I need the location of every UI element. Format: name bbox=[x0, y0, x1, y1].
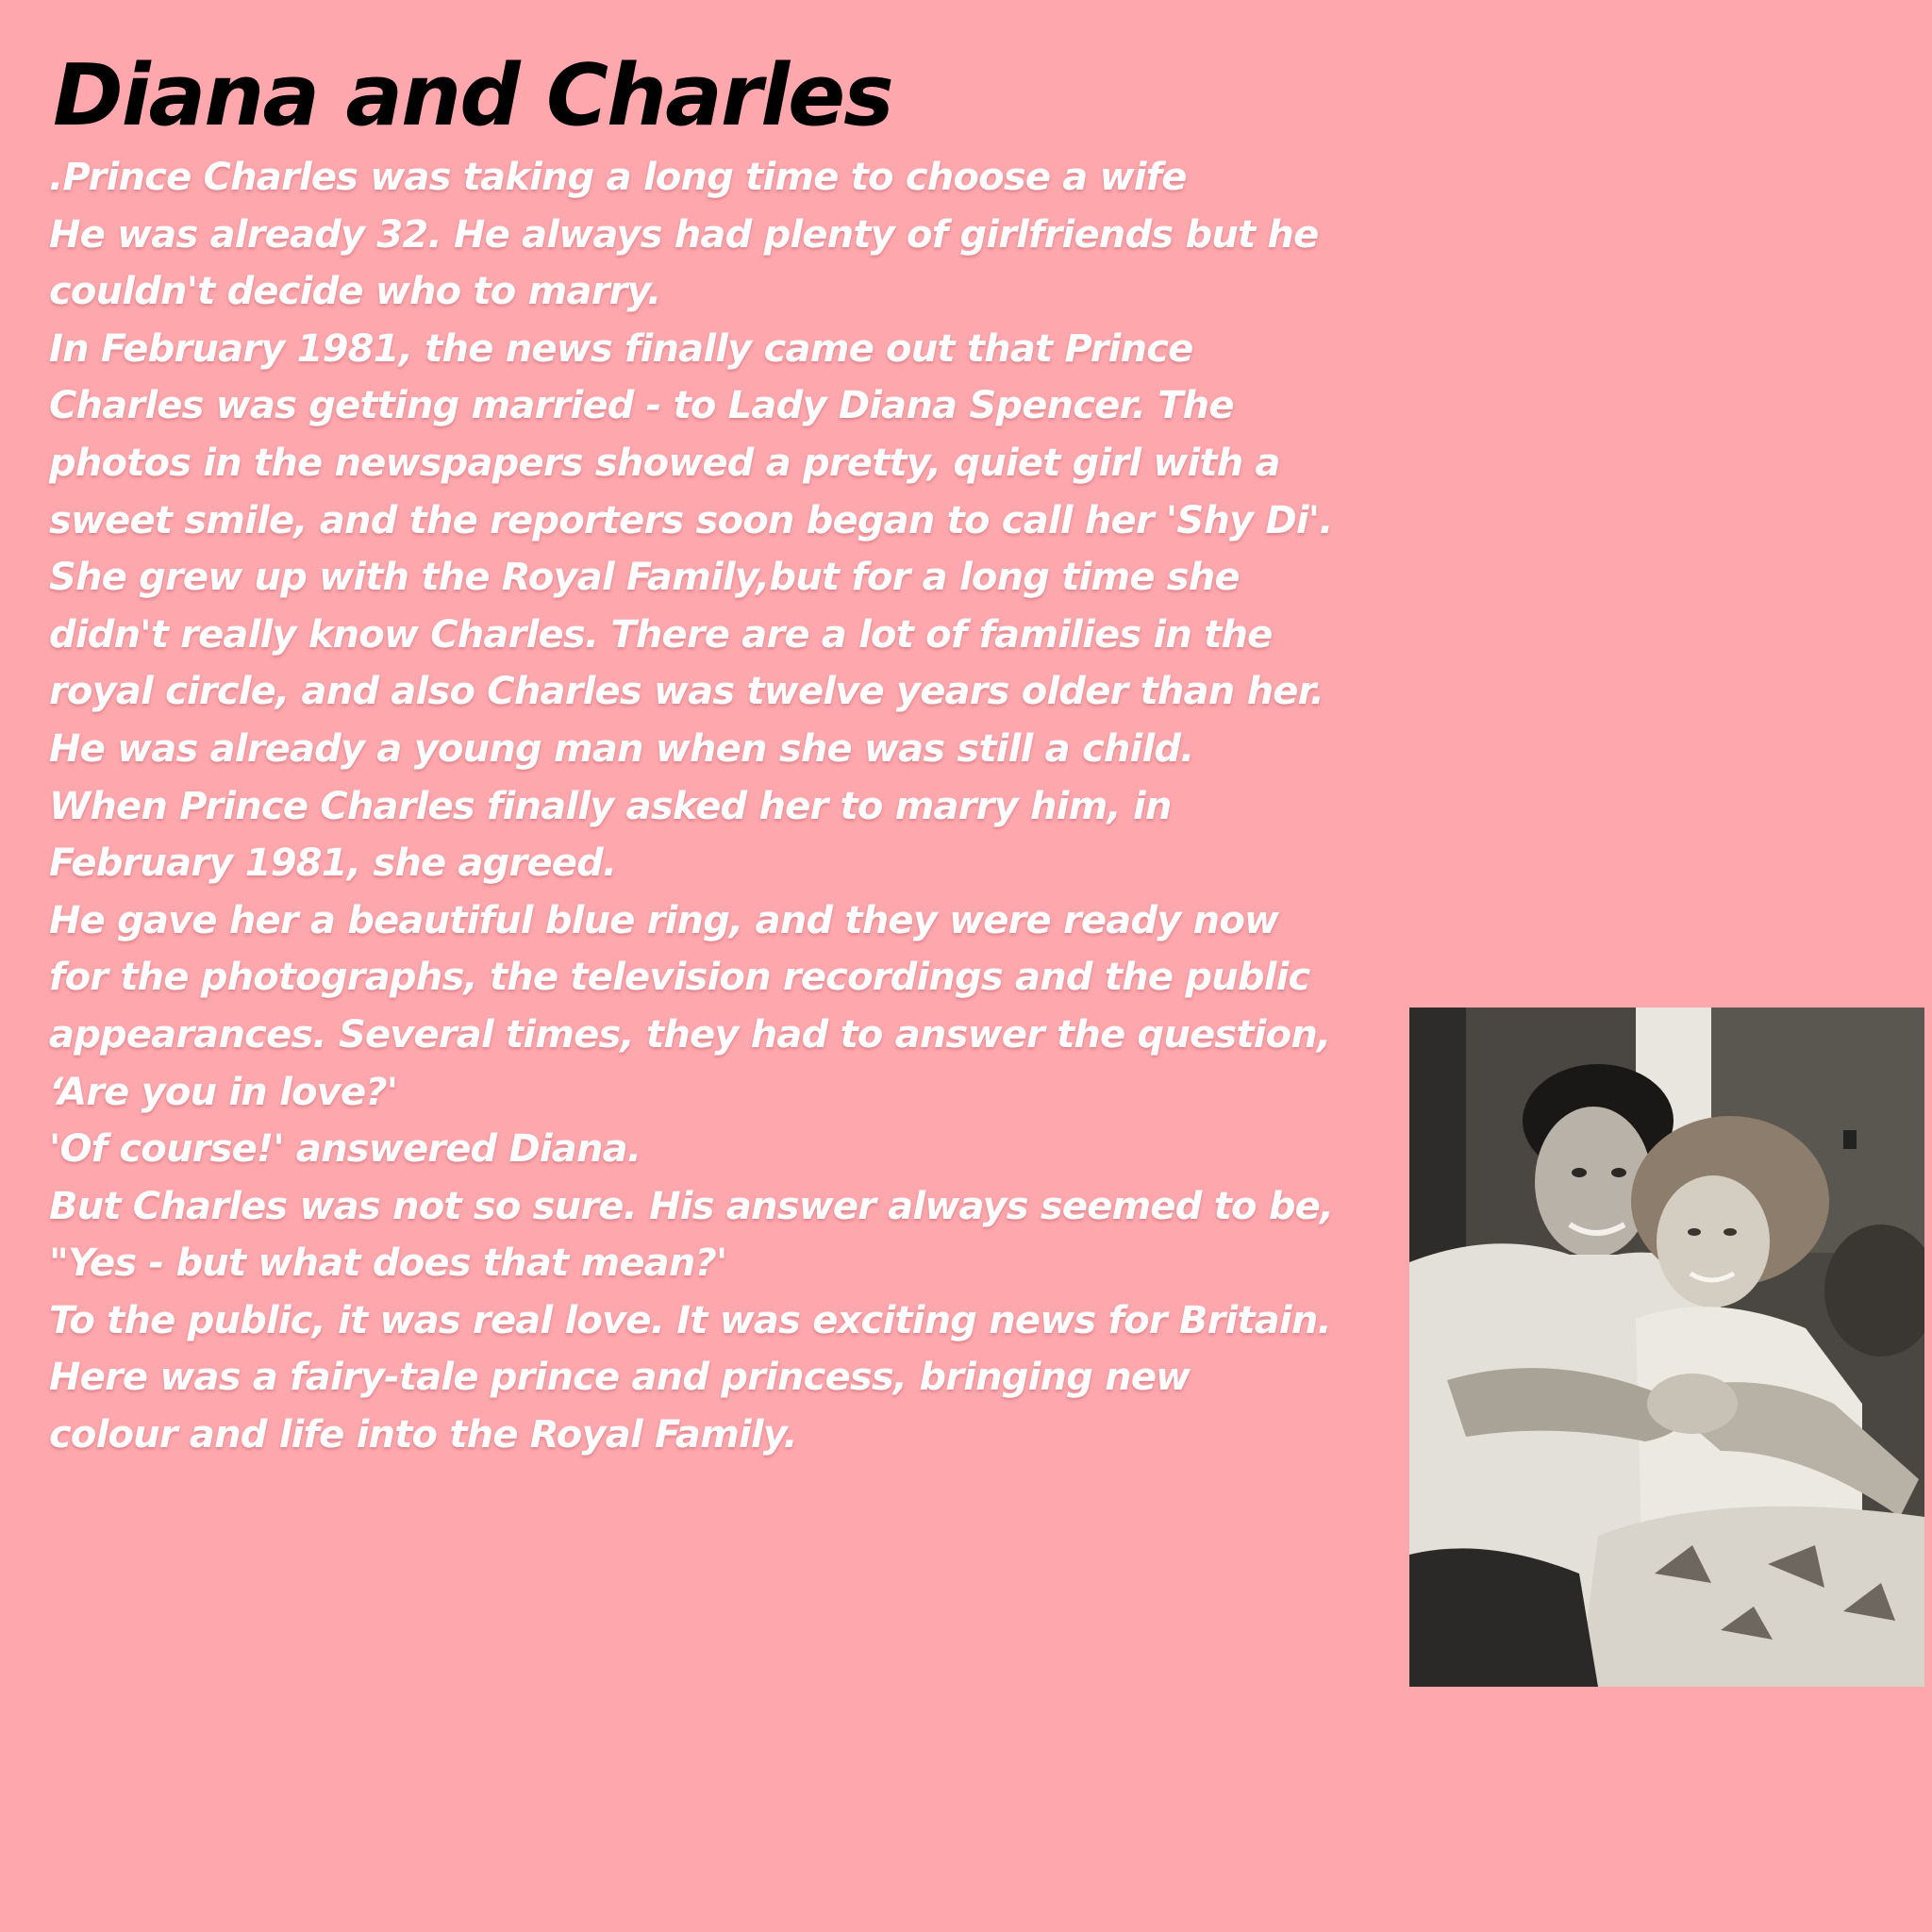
text-line: In February 1981, the news finally came out that Prince bbox=[49, 326, 1193, 371]
text-line: She grew up with the Royal Family,but for a long time she bbox=[49, 556, 1240, 600]
text-line: But Charles was not so sure. His answer always seemed to be, bbox=[49, 1184, 1334, 1228]
text-line: appearances. Several times, they had to answer the question, bbox=[49, 1012, 1331, 1057]
story-text bbox=[49, 149, 1389, 1464]
text-line: "Yes - but what does that mean?' bbox=[49, 1241, 727, 1286]
text-line: When Prince Charles finally asked her to marry him, in bbox=[49, 784, 1172, 828]
text-line: He gave her a beautiful blue ring, and they were ready now bbox=[49, 898, 1279, 942]
text-line: sweet smile, and the reporters soon began to call her 'Shy Di'. bbox=[49, 498, 1333, 542]
text-line: .Prince Charles was taking a long time to choose a wife bbox=[49, 156, 1187, 199]
text-line: He was already a young man when she was still a child. bbox=[49, 726, 1194, 771]
text-line: photos in the newspapers showed a pretty, quiet girl with a bbox=[49, 441, 1280, 485]
text-line: February 1981, she agreed. bbox=[49, 841, 617, 886]
text-line: Charles was getting married - to Lady Diana Spencer. The bbox=[49, 384, 1234, 428]
text-line: colour and life into the Royal Family. bbox=[49, 1413, 797, 1457]
couple-photo bbox=[1409, 1008, 1924, 1687]
text-line: royal circle, and also Charles was twelve years older than her. bbox=[49, 670, 1324, 714]
photo-illustration bbox=[1409, 1008, 1924, 1687]
text-line: To the public, it was real love. It was exciting news for Britain. bbox=[49, 1298, 1331, 1342]
text-line: didn't really know Charles. There are a lot of families in the bbox=[49, 612, 1273, 657]
text-line: Here was a fairy-tale prince and princess, bringing new bbox=[49, 1356, 1191, 1400]
text-line: ‘Are you in love?' bbox=[49, 1070, 398, 1114]
text-line: 'Of course!' answered Diana. bbox=[49, 1127, 641, 1172]
page-title: Diana and Charles bbox=[53, 46, 892, 145]
text-line: couldn't decide who to marry. bbox=[49, 270, 661, 314]
text-line: He was already 32. He always had plenty of girlfriends but he bbox=[49, 212, 1319, 257]
text-line: for the photographs, the television recordings and the public bbox=[49, 956, 1310, 1000]
